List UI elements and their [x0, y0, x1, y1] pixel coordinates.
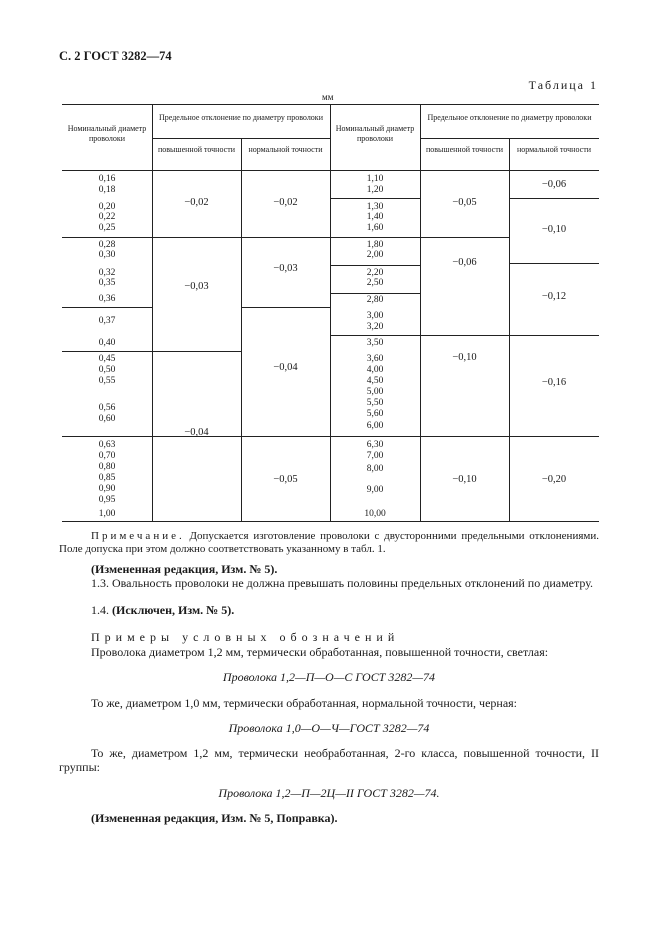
col-header-increased: повышенной точности [157, 145, 235, 154]
table-cell: 1,80 [366, 240, 384, 250]
table-cell: 0,35 [98, 278, 116, 288]
example-2-text: То же, диаметром 1,0 мм, термически обработанная, нормальной точности, черная: [91, 696, 518, 710]
table-cell: 1,20 [366, 185, 384, 195]
col-header-deviation: Предельное отклонение по диаметру проволоки [159, 113, 323, 122]
table-cell: 3,20 [366, 322, 384, 332]
paragraph-1-4 [59, 603, 599, 617]
table-note [59, 530, 599, 556]
table-cell: −0,10 [452, 474, 477, 485]
table-cell: 0,28 [98, 240, 116, 250]
paragraph-1-3: 1.3. Овальность проволоки не должна превышать половины предельных отклонений по диаметру. [91, 576, 594, 590]
table-cell: 0,50 [98, 365, 116, 375]
table-cell: 9,00 [366, 485, 384, 495]
table-cell: −0,02 [184, 197, 209, 208]
table-cell: −0,03 [184, 281, 209, 292]
table-cell: 0,56 [98, 403, 116, 413]
table-cell: 8,00 [366, 464, 384, 474]
table-cell: 10,00 [364, 509, 386, 519]
table-cell: −0,04 [273, 362, 298, 373]
table-cell: 3,60 [366, 354, 384, 364]
table-cell: −0,06 [541, 179, 567, 190]
example-3-text: То же, диаметром 1,2 мм, термически необработанная, 2-го класса, повышенной точности, II группы: [59, 746, 599, 774]
table-cell: 0,30 [98, 250, 116, 260]
table-cell: 0,85 [98, 473, 116, 483]
table-cell: 2,00 [366, 250, 384, 260]
table-cell: 0,95 [98, 495, 116, 505]
table-cell: 0,63 [98, 440, 116, 450]
table-cell: 6,00 [366, 421, 384, 431]
page-header: С. 2 ГОСТ 3282—74 [59, 49, 172, 63]
table-cell: 0,22 [98, 212, 116, 222]
table-cell: −0,20 [541, 474, 567, 485]
table-cell: 5,60 [366, 409, 384, 419]
example-3-code: Проволока 1,2—П—2Ц—II ГОСТ 3282—74. [218, 786, 440, 800]
table-cell: 2,80 [366, 295, 384, 305]
table-cell: 0,90 [98, 484, 116, 494]
table-cell: 4,00 [366, 365, 384, 375]
table-cell: 0,25 [98, 223, 116, 233]
table-cell: 3,00 [366, 311, 384, 321]
col-header-increased-right: повышенной точности [425, 145, 503, 154]
note-text: Допускается изготовление проволоки с двусторонними предельными отклонениями. Поле допуска при этом должно соответствовать указанному в табл. 1. [59, 530, 599, 555]
table-cell: 4,50 [366, 376, 384, 386]
paragraph-excluded: (Исключен, Изм. № 5). [112, 603, 235, 617]
table-cell: −0,02 [273, 197, 298, 208]
table-cell: 0,37 [98, 316, 116, 326]
table-cell: 5,00 [366, 387, 384, 397]
col-header-nominal: Номинальный диаметр проволоки [67, 124, 147, 143]
table-cell: 1,30 [366, 202, 384, 212]
table-cell: 0,16 [98, 174, 116, 184]
table-cell: 2,50 [366, 278, 384, 288]
table-cell: 0,55 [98, 376, 116, 386]
example-2-code: Проволока 1,0—О—Ч—ГОСТ 3282—74 [228, 721, 430, 735]
table-cell: −0,10 [452, 352, 477, 363]
table-cell: 0,60 [98, 414, 116, 424]
note-label: Примечание. [91, 530, 185, 542]
table-cell: 0,20 [98, 202, 116, 212]
col-header-deviation-right: Предельное отклонение по диаметру проволоки [427, 113, 592, 122]
table-cell: 1,10 [366, 174, 384, 184]
col-header-nominal-right: Номинальный диаметр проволоки [335, 124, 415, 143]
example-1-text: Проволока диаметром 1,2 мм, термически обработанная, повышенной точности, светлая: [91, 645, 549, 659]
table-cell: 0,18 [98, 185, 116, 195]
table-cell: −0,16 [541, 377, 567, 388]
table-cell: −0,06 [452, 257, 477, 268]
col-header-normal-right: нормальной точности [516, 145, 591, 154]
revision-note: (Измененная редакция, Изм. № 5). [91, 562, 278, 576]
table-cell: −0,05 [273, 474, 298, 485]
revision-note-2: (Измененная редакция, Изм. № 5, Поправка). [91, 811, 338, 825]
table-cell: 5,50 [366, 398, 384, 408]
table-cell: −0,10 [541, 224, 567, 235]
table-cell: 0,32 [98, 268, 116, 278]
table-cell: 0,36 [98, 294, 116, 304]
table-cell: 0,80 [98, 462, 116, 472]
table-cell: 3,50 [366, 338, 384, 348]
table-cell: 0,45 [98, 354, 116, 364]
col-header-normal: нормальной точности [248, 145, 323, 154]
table-cell: 1,40 [366, 212, 384, 222]
table-cell: −0,12 [541, 291, 567, 302]
table-cell: −0,03 [273, 263, 298, 274]
table-cell: 7,00 [366, 451, 384, 461]
table-cell: 0,40 [98, 338, 116, 348]
table-cell: 6,30 [366, 440, 384, 450]
table-cell: 2,20 [366, 268, 384, 278]
table-cell: −0,05 [452, 197, 477, 208]
example-1-code: Проволока 1,2—П—О—С ГОСТ 3282—74 [222, 670, 436, 684]
table-cell: 0,70 [98, 451, 116, 461]
table-cell: 1,60 [366, 223, 384, 233]
examples-title: Примеры условных обозначений [91, 630, 400, 644]
table-cell: −0,04 [184, 427, 209, 438]
deviation-table [62, 104, 599, 522]
table-cell: 1,00 [98, 509, 116, 519]
table-unit: мм [322, 92, 334, 102]
table-caption: Таблица 1 [528, 78, 598, 92]
paragraph-number: 1.4. [91, 603, 109, 617]
